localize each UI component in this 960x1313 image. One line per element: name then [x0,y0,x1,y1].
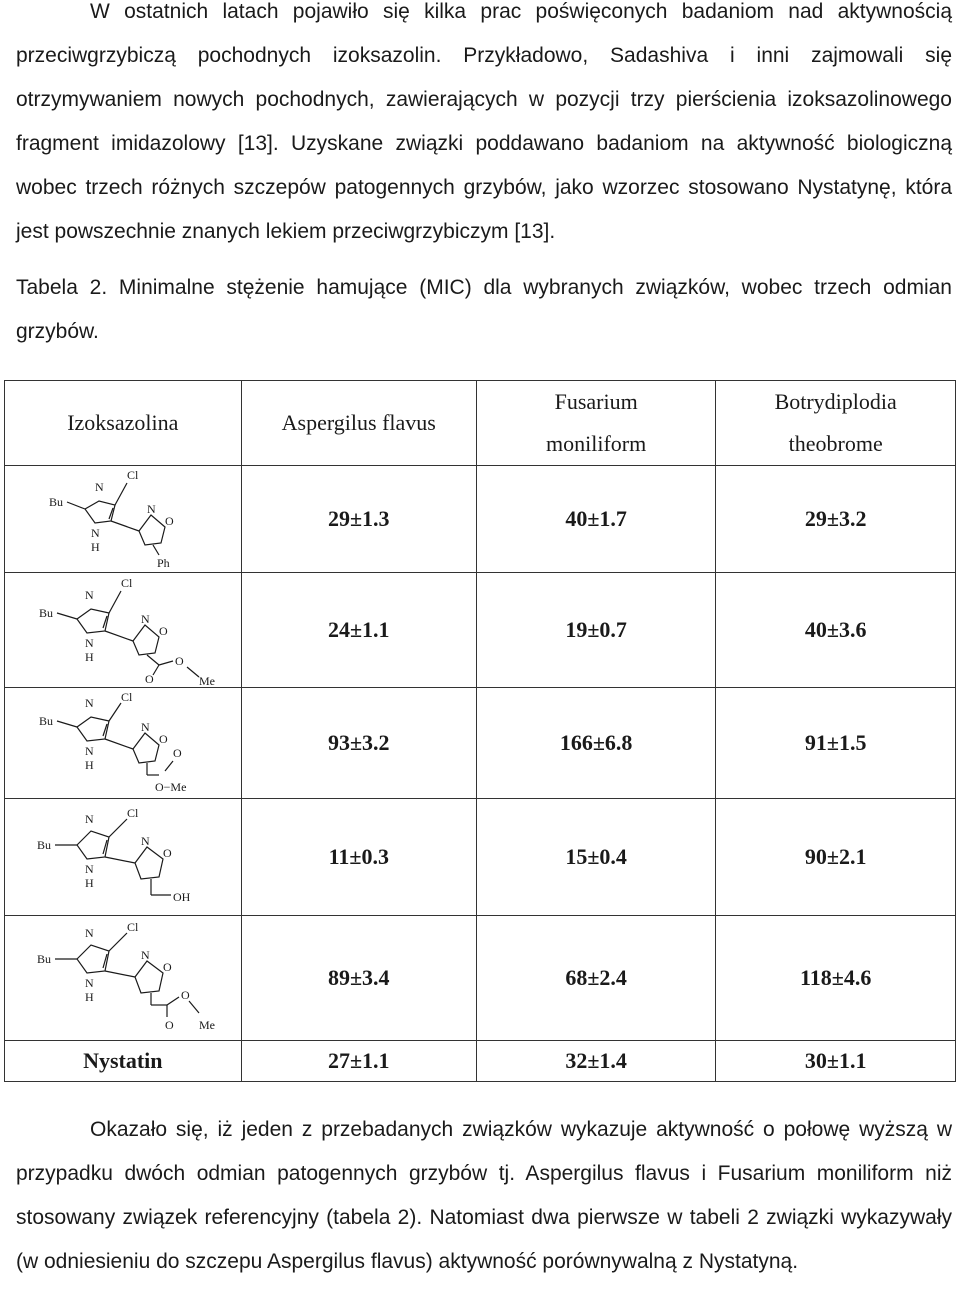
header-botrydiplodia-line1: Botrydiplodia [774,389,897,414]
header-fusarium-line1: Fusarium [554,389,638,414]
structure-cell [5,916,242,1041]
atom-o: O [180,988,190,1002]
value-fusarium: 15±0.4 [476,799,715,916]
structure-hydroxymethyl-image [23,805,223,909]
atom-h: H [84,990,94,1004]
structure-cell [5,688,242,799]
value-fusarium: 68±2.4 [476,916,715,1041]
mic-table [4,380,956,1082]
atom-n: N [84,636,94,650]
atom-n: N [84,926,94,940]
value-botrydiplodia: 29±3.2 [716,466,956,573]
atom-o: O [162,846,172,860]
value-aspergilus: 11±0.3 [241,799,476,916]
value-fusarium: 19±0.7 [476,573,715,688]
atom-o: O [164,1018,174,1032]
value-aspergilus: 24±1.1 [241,573,476,688]
header-fusarium [476,381,715,466]
atom-me: Me [198,1018,215,1032]
table-row [5,688,956,799]
value-fusarium: 166±6.8 [476,688,715,799]
reference-name: Nystatin [5,1041,242,1082]
atom-bu: Bu [38,606,53,620]
reference-botrydiplodia: 30±1.1 [716,1041,956,1082]
value-fusarium: 40±1.7 [476,466,715,573]
atom-n: N [140,834,150,848]
atom-n: N [84,976,94,990]
table-row-reference [5,1041,956,1082]
atom-n: N [140,948,150,962]
atom-bu: Bu [48,495,63,509]
atom-o: O [172,746,182,760]
atom-h: H [84,650,94,664]
atom-cl: Cl [120,576,133,590]
value-aspergilus: 93±3.2 [241,688,476,799]
atom-o: O [164,514,174,528]
header-fusarium-line2: moniliform [546,431,647,456]
header-aspergilus: Aspergilus flavus [241,381,476,466]
table-row [5,573,956,688]
intro-paragraph: W ostatnich latach pojawiło się kilka prac poświęconych badaniom nad aktywnością przeciwgrzybiczą pochodnych izoksazolin. Przykładowo, Sadashiva i inni zajmowali się otrzymywaniem nowych pochodnych, zawierających w pozycji trzy pierścienia izoksazolinowego fragment imidazolowy [13]. Uzyskane związki poddawano badaniom na aktywność biologiczną wobec trzech różnych szczepów patogennych grzybów, jako wzorzec stosowano Nystatynę, która jest powszechnie znanych lekiem przeciwgrzybiczym [13]. [16,0,952,243]
value-botrydiplodia: 40±3.6 [716,573,956,688]
atom-bu: Bu [36,952,51,966]
atom-h: H [84,758,94,772]
atom-h: H [90,540,100,554]
atom-n: N [140,720,150,734]
atom-o: O [144,672,154,685]
value-botrydiplodia: 90±2.1 [716,799,956,916]
atom-cl: Cl [120,691,133,704]
atom-o: O [158,624,168,638]
atom-n: N [84,588,94,602]
atom-o: O [158,732,168,746]
table-row [5,799,956,916]
atom-n: N [84,744,94,758]
atom-bu: Bu [38,714,53,728]
atom-ph: Ph [156,556,170,569]
table-header-row [5,381,956,466]
table-row [5,466,956,573]
reference-fusarium: 32±1.4 [476,1041,715,1082]
atom-n: N [140,612,150,626]
structure-ph-image [23,469,223,569]
structure-cell [5,466,242,573]
value-aspergilus: 29±1.3 [241,466,476,573]
atom-o-me: O−Me [154,780,187,794]
atom-cl: Cl [126,469,139,482]
conclusion-paragraph: Okazało się, iż jeden z przebadanych związków wykazuje aktywność o połowę wyższą w przypadku dwóch odmian patogennych grzybów tj. Aspergilus flavus i Fusarium moniliform niż stosowany związek referencyjny (tabela 2). Natomiast dwa pierwsze w tabeli 2 związki wykazywały (w odniesieniu do szczepu Aspergilus flavus) aktywność porównywalną z Nystatyną. [16,1118,952,1273]
atom-n: N [90,526,100,540]
header-botrydiplodia [716,381,956,466]
structure-acetate-image [23,691,223,795]
atom-n: N [84,862,94,876]
atom-o: O [174,654,184,668]
atom-oh: OH [172,890,191,904]
atom-n: N [146,502,156,516]
table-row [5,916,956,1041]
value-botrydiplodia: 118±4.6 [716,916,956,1041]
structure-cell [5,799,242,916]
structure-ester-image [23,575,223,685]
atom-cl: Cl [126,920,139,934]
table-caption: Tabela 2. Minimalne stężenie hamujące (MIC) dla wybranych związków, wobec trzech odmian grzybów. [16,276,952,343]
atom-n: N [84,696,94,710]
atom-n: N [84,812,94,826]
reference-aspergilus: 27±1.1 [241,1041,476,1082]
atom-bu: Bu [36,838,51,852]
atom-n: N [94,480,104,494]
atom-me: Me [198,674,215,685]
value-aspergilus: 89±3.4 [241,916,476,1041]
atom-cl: Cl [126,806,139,820]
atom-h: H [84,876,94,890]
atom-o: O [162,960,172,974]
structure-cell [5,573,242,688]
header-isoxazoline: Izoksazolina [5,381,242,466]
value-botrydiplodia: 91±1.5 [716,688,956,799]
header-botrydiplodia-line2: theobrome [788,431,883,456]
structure-propanoate-image [23,919,223,1037]
